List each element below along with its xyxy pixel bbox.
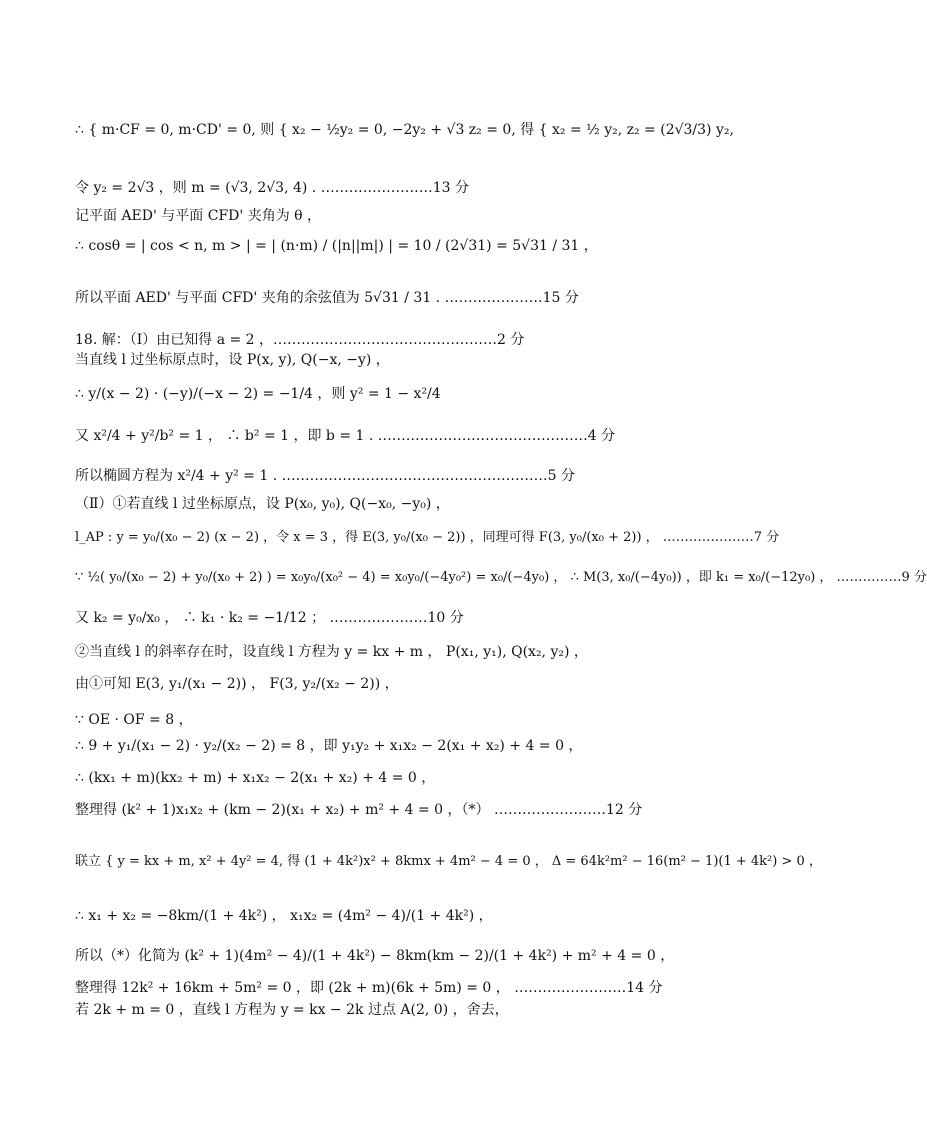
text-line: 所以平面 AED' 与平面 CFD' 夹角的余弦值为 5√31 / 31 . …………………15 分 [75,290,579,306]
text-line: 令 y₂ = 2√3 ，则 m = (√3, 2√3, 4) . ……………………13 分 [75,180,469,196]
text-line: ∴ x₁ + x₂ = −8km/(1 + 4k²) ， x₁x₂ = (4m² − 4)/(1 + 4k²) ， [75,908,493,924]
text-line: 联立 { y = kx + m, x² + 4y² = 4, 得 (1 + 4k²)x² + 8kmx + 4m² − 4 = 0 ， Δ = 64k²m² − 16(m² − 1)(1 + 4k²) > 0 ， [75,854,822,869]
text-line: ∴ { m·CF = 0, m·CD' = 0, 则 { x₂ − ½y₂ = 0, −2y₂ + √3 z₂ = 0, 得 { x₂ = ½ y₂, z₂ = (2√3/3) y₂, [75,122,734,138]
text-line: ∴ 9 + y₁/(x₁ − 2) · y₂/(x₂ − 2) = 8 ，即 y₁y₂ + x₁x₂ − 2(x₁ + x₂) + 4 = 0 ， [75,738,583,754]
text-line: 所以椭圆方程为 x²/4 + y² = 1 . …………………………………………………5 分 [75,468,575,484]
text-line: ∴ (kx₁ + m)(kx₂ + m) + x₁x₂ − 2(x₁ + x₂) + 4 = 0 ， [75,770,436,786]
text-line: 当直线 l 过坐标原点时，设 P(x, y), Q(−x, −y) ， [75,352,390,368]
text-line: ∴ y/(x − 2) · (−y)/(−x − 2) = −1/4 ，则 y² = 1 − x²/4 [75,386,441,402]
text-line: 整理得 (k² + 1)x₁x₂ + (km − 2)(x₁ + x₂) + m² + 4 = 0 ，（*） ……………………12 分 [75,802,643,818]
text-line: 所以（*）化简为 (k² + 1)(4m² − 4)/(1 + 4k²) − 8km(km − 2)/(1 + 4k²) + m² + 4 = 0 ， [75,948,675,964]
text-line: （Ⅱ）①若直线 l 过坐标原点，设 P(x₀, y₀), Q(−x₀, −y₀) ， [75,496,450,512]
text-line: 又 k₂ = y₀/x₀ ， ∴ k₁ · k₂ = −1/12 ； …………………10 分 [75,610,464,626]
text-line: ∵ OE · OF = 8 ， [75,712,193,728]
text-line: l_AP : y = y₀/(x₀ − 2) (x − 2) ，令 x = 3 ，得 E(3, y₀/(x₀ − 2)) ，同理可得 F(3, y₀/(x₀ + 2)) ， …………………7 分 [75,530,780,545]
text-line: ∵ ½( y₀/(x₀ − 2) + y₀/(x₀ + 2) ) = x₀y₀/(x₀² − 4) = x₀y₀/(−4y₀²) = x₀/(−4y₀) ， ∴ M(3, x₀/(−4y₀)) ，即 k₁ = x₀/(−12y₀) ， ……………9 分 [75,570,927,585]
text-line: 由①可知 E(3, y₁/(x₁ − 2)) ， F(3, y₂/(x₂ − 2)) ， [75,676,399,692]
text-line: 若 2k + m = 0 ，直线 l 方程为 y = kx − 2k 过点 A(2, 0) ，舍去， [75,1002,509,1018]
text-line: ∴ cosθ = | cos < n, m > | = | (n·m) / (|n||m|) | = 10 / (2√31) = 5√31 / 31 ， [75,238,598,254]
text-line: 记平面 AED' 与平面 CFD' 夹角为 θ ， [75,208,322,224]
text-line: 又 x²/4 + y²/b² = 1 ， ∴ b² = 1 ，即 b = 1 . ………………………………………4 分 [75,428,616,444]
text-line: 整理得 12k² + 16km + 5m² = 0 ，即 (2k + m)(6k + 5m) = 0 ， ……………………14 分 [75,980,663,996]
text-line: ②当直线 l 的斜率存在时，设直线 l 方程为 y = kx + m ， P(x₁, y₁), Q(x₂, y₂) ， [75,644,588,660]
text-line: 18. 解：（Ⅰ）由已知得 a = 2 ，…………………………………………2 分 [75,332,525,348]
